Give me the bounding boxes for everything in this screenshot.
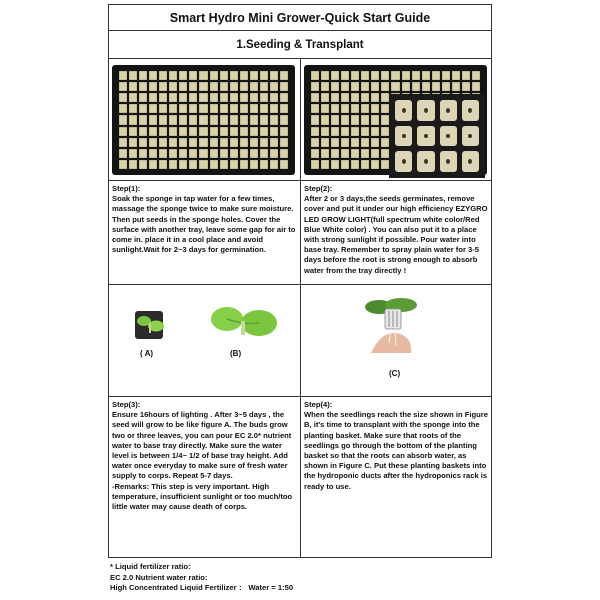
sponge-cell-closeup <box>395 126 412 147</box>
sponge-cell <box>149 149 157 158</box>
sponge-cell <box>169 71 177 80</box>
sponge-cell <box>220 160 228 169</box>
sponge-cell <box>462 82 470 91</box>
sponge-cell <box>391 82 399 91</box>
sponge-cell <box>280 149 288 158</box>
sponge-cell <box>412 82 420 91</box>
sponge-cell <box>270 160 278 169</box>
quick-start-guide <box>108 4 492 594</box>
sponge-cell <box>341 93 349 102</box>
sponge-cell <box>240 115 248 124</box>
step-3-text: Ensure 16hours of lighting . After 3~5 days , the seed will grow to be like figure A. The buds grow two or three leaves, you can pour EC 2.0* nutrient water to base tray directly. Make sure the water level is between 1/4~ 1/2 of base tray height. Add water once everyday to make sure of fresh water supply to corps. Repeat 5-7 days. <box>112 410 292 481</box>
sponge-cell <box>220 82 228 91</box>
sponge-cell <box>250 160 258 169</box>
sponge-cell <box>341 115 349 124</box>
sponge-cell <box>129 82 137 91</box>
step-4-label: Step(4): <box>304 400 333 409</box>
sponge-cell <box>331 115 339 124</box>
sponge-cell <box>159 138 167 147</box>
sponge-cell <box>341 104 349 113</box>
step-1-text: Soak the sponge in tap water for a few times, massage the sponge twice to make sure moisture. Then put seeds in the sponge holes. Cover the surface with another tray, leave some gap for air to come in. place it in a cool place and avoid sunlight.Wait for 2~3 days for germination. <box>112 194 296 255</box>
sponge-cell <box>280 138 288 147</box>
sponge-cell <box>240 138 248 147</box>
sponge-cell <box>129 160 137 169</box>
sponge-cell <box>321 93 329 102</box>
step-1 <box>109 181 300 284</box>
sponge-cell <box>260 71 268 80</box>
step-1-label: Step(1): <box>112 184 141 193</box>
sponge-cell <box>169 138 177 147</box>
sponge-cell <box>199 160 207 169</box>
sponge-cell <box>250 104 258 113</box>
sponge-cell <box>179 71 187 80</box>
sponge-cell <box>472 82 480 91</box>
sponge-cell <box>199 138 207 147</box>
sponge-cell-closeup <box>440 100 457 121</box>
sponge-cell <box>220 149 228 158</box>
sponge-cell <box>341 71 349 80</box>
sponge-cell <box>311 115 319 124</box>
sponge-cell <box>159 104 167 113</box>
sponge-cell <box>311 104 319 113</box>
sponge-cell <box>210 93 218 102</box>
sponge-cell <box>280 93 288 102</box>
sponge-cell <box>129 115 137 124</box>
sponge-cell <box>189 71 197 80</box>
sponge-cell <box>351 127 359 136</box>
sponge-cell <box>462 71 470 80</box>
sponge-cell <box>311 127 319 136</box>
seedling-figure-a <box>131 303 171 343</box>
sponge-cell <box>311 138 319 147</box>
sponge-cell <box>280 104 288 113</box>
sponge-cell <box>139 138 147 147</box>
sponge-cell <box>321 82 329 91</box>
sponge-cell <box>361 93 369 102</box>
sponge-cell <box>139 93 147 102</box>
sponge-cell <box>159 160 167 169</box>
sponge-cell <box>321 71 329 80</box>
sponge-cell <box>169 93 177 102</box>
sponge-cell <box>381 82 389 91</box>
sponge-cell <box>371 149 379 158</box>
sponge-cell <box>149 71 157 80</box>
sponge-cell <box>159 149 167 158</box>
sponge-cell <box>432 82 440 91</box>
sponge-cell <box>240 149 248 158</box>
sponge-cell <box>452 82 460 91</box>
sponge-cell <box>149 138 157 147</box>
sponge-cell <box>250 93 258 102</box>
sponge-cell <box>179 93 187 102</box>
sponge-cell <box>119 104 127 113</box>
figure-c-cell <box>300 285 491 396</box>
sponge-cell <box>179 160 187 169</box>
sponge-cell <box>149 160 157 169</box>
sponge-cell <box>129 127 137 136</box>
sponge-cell <box>270 82 278 91</box>
sponge-cell <box>230 138 238 147</box>
sponge-cell <box>210 138 218 147</box>
sponge-cell <box>199 104 207 113</box>
sponge-cell <box>199 71 207 80</box>
sponge-cell <box>169 82 177 91</box>
sponge-cell <box>402 71 410 80</box>
sponge-cell <box>210 71 218 80</box>
sponge-cell <box>361 104 369 113</box>
sponge-cell <box>210 160 218 169</box>
sponge-cell <box>199 82 207 91</box>
sponge-cell-closeup <box>395 100 412 121</box>
sponge-cell <box>129 93 137 102</box>
sponge-cell <box>361 127 369 136</box>
sponge-cell <box>129 104 137 113</box>
sponge-cell <box>341 149 349 158</box>
sponge-cell <box>129 71 137 80</box>
sponge-cell <box>371 115 379 124</box>
sponge-cell <box>119 82 127 91</box>
sponge-cell <box>260 115 268 124</box>
sponge-cell <box>189 149 197 158</box>
step-3 <box>109 397 300 557</box>
sponge-cell <box>250 71 258 80</box>
sponge-cell <box>119 115 127 124</box>
sponge-cell <box>159 93 167 102</box>
sponge-cell <box>119 71 127 80</box>
sponge-cell <box>260 127 268 136</box>
sponge-cell <box>189 115 197 124</box>
sponge-cell <box>189 93 197 102</box>
step-2-text: After 2 or 3 days,the seeds germinates, remove cover and put it under our high efficiency EZYGRO LED GROW LIGHT(full spectrum white color/Red Blue White color) . You can also put it to a place with strong sunlight if possible. Pour water into base tray. Remember to spray plain water for 3-5 days before the root is strong enough to absorb water from the tray directly ! <box>304 194 488 275</box>
guide-table <box>108 4 492 558</box>
sponge-cell <box>179 127 187 136</box>
sponge-cell <box>179 149 187 158</box>
sponge-cell <box>250 115 258 124</box>
sponge-cell <box>179 104 187 113</box>
sponge-cell <box>179 138 187 147</box>
sponge-cell <box>351 115 359 124</box>
sponge-cell <box>240 160 248 169</box>
sponge-cell-closeup <box>462 151 479 172</box>
sponge-cell <box>210 82 218 91</box>
sponge-cell <box>321 127 329 136</box>
sponge-cell <box>199 115 207 124</box>
sponge-cell <box>311 93 319 102</box>
sponge-cell <box>230 127 238 136</box>
sponge-cell <box>391 71 399 80</box>
sponge-cell <box>331 127 339 136</box>
sponge-cell-closeup <box>395 151 412 172</box>
sponge-cell <box>220 104 228 113</box>
sponge-cell <box>260 138 268 147</box>
sponge-cell <box>361 82 369 91</box>
sponge-cell <box>149 127 157 136</box>
sponge-cell <box>230 71 238 80</box>
sponge-cell-closeup <box>417 100 434 121</box>
sponge-cell <box>240 71 248 80</box>
sponge-cell <box>402 82 410 91</box>
sponge-cell <box>270 93 278 102</box>
sponge-cell <box>169 104 177 113</box>
sponge-cell <box>240 104 248 113</box>
sponge-cell <box>210 115 218 124</box>
sponge-cell-closeup <box>417 151 434 172</box>
seed-tray-photo-cell <box>109 59 300 180</box>
section-title: 1.Seeding & Transplant <box>109 31 491 59</box>
sponge-cell <box>250 82 258 91</box>
step-3-remark: -Remarks: This step is very important. High temperature, insufficient sunlight or too much/too little water may cause death of corps. <box>112 481 293 512</box>
seedling-in-basket-figure-c <box>341 293 451 359</box>
sponge-cell <box>230 93 238 102</box>
steps-1-2-row <box>109 181 491 285</box>
sponge-cell <box>270 138 278 147</box>
fertilizer-note-line-3: High Concentrated Liquid Fertilizer ： Water = 1:50 <box>110 583 294 592</box>
sponge-cell <box>220 115 228 124</box>
sponge-cell <box>442 82 450 91</box>
sponge-cell <box>169 115 177 124</box>
sponge-cell <box>341 160 349 169</box>
sponge-cell <box>311 82 319 91</box>
sponge-cell <box>351 104 359 113</box>
sponge-cell <box>129 138 137 147</box>
figure-c-label: (C) <box>389 369 401 378</box>
sponge-cell <box>412 71 420 80</box>
sponge-cell <box>472 71 480 80</box>
step-4-text: When the seedlings reach the size shown in Figure B, it's time to transplant with the sponge into the planting basket. Make sure that roots of the seedlings go through the bottom of the planting basket so that the roots can absorb water, as shown in Figure C. Put these planting baskets into the hydroponic ducts after the hydroponics rack is ready to use. <box>304 410 488 491</box>
sponge-cell <box>381 71 389 80</box>
page-title: Smart Hydro Mini Grower-Quick Start Guide <box>109 5 491 31</box>
sponge-cell <box>331 71 339 80</box>
sponge-cell <box>149 82 157 91</box>
sponge-cell <box>361 138 369 147</box>
sponge-cell <box>179 82 187 91</box>
sponge-cell <box>321 104 329 113</box>
sponge-cell <box>371 127 379 136</box>
sponge-cell <box>189 104 197 113</box>
sponge-cell <box>321 149 329 158</box>
sponge-cell <box>331 138 339 147</box>
sponge-cell <box>169 149 177 158</box>
sponge-cell <box>351 82 359 91</box>
figure-b-label: (B) <box>230 349 242 358</box>
sponge-cell <box>361 160 369 169</box>
sponge-cell <box>230 149 238 158</box>
sponge-cell <box>361 71 369 80</box>
sponge-cell <box>351 149 359 158</box>
sponge-cell <box>270 115 278 124</box>
sponge-cell <box>199 93 207 102</box>
seed-tray-photo <box>112 65 295 175</box>
sponge-cell <box>119 93 127 102</box>
sponge-cell <box>432 71 440 80</box>
plant-figures-row <box>109 285 491 397</box>
seed-tray-closeup-cell <box>300 59 491 180</box>
sponge-cell <box>210 149 218 158</box>
sponge-cell <box>139 82 147 91</box>
sponge-cell <box>341 127 349 136</box>
sponge-cell <box>250 138 258 147</box>
sponge-cell <box>220 127 228 136</box>
sponge-cell <box>199 127 207 136</box>
sponge-cell <box>250 127 258 136</box>
sponge-cell <box>179 115 187 124</box>
sponge-cell <box>331 93 339 102</box>
sponge-cell <box>119 149 127 158</box>
sponge-cell <box>139 149 147 158</box>
fertilizer-note-line-1: * Liquid fertilizer ratio: <box>110 562 191 571</box>
sponge-cell <box>260 104 268 113</box>
sponge-cell-closeup <box>417 126 434 147</box>
step-2-label: Step(2): <box>304 184 333 193</box>
sponge-cell <box>422 71 430 80</box>
sponge-cell-closeup <box>462 126 479 147</box>
sponge-cell <box>220 71 228 80</box>
sponge-cell <box>189 160 197 169</box>
sponge-cell <box>139 104 147 113</box>
fertilizer-note-line-2: EC 2.0 Nutrient water ratio: <box>110 572 208 582</box>
sponge-cell <box>280 160 288 169</box>
sponge-cell <box>210 104 218 113</box>
sponge-cell <box>169 127 177 136</box>
sponge-cell <box>119 127 127 136</box>
sponge-cell <box>230 104 238 113</box>
step-3-label: Step(3): <box>112 400 141 409</box>
sponge-cell <box>321 115 329 124</box>
sponge-cell <box>260 82 268 91</box>
sponge-cell <box>220 138 228 147</box>
sponge-cell <box>371 93 379 102</box>
sponge-cell <box>250 149 258 158</box>
sponge-cell <box>199 149 207 158</box>
sponge-cell-closeup <box>462 100 479 121</box>
sponge-cell <box>189 82 197 91</box>
sponge-cell <box>230 160 238 169</box>
sponge-cell <box>371 138 379 147</box>
sponge-cell <box>331 160 339 169</box>
sponge-cell <box>341 82 349 91</box>
sponge-cell <box>139 127 147 136</box>
sponge-cell <box>321 138 329 147</box>
sponge-cell <box>159 115 167 124</box>
sponge-cell <box>139 71 147 80</box>
sponge-cell-closeup <box>440 126 457 147</box>
sponge-cell <box>119 160 127 169</box>
sponge-cell <box>351 93 359 102</box>
fertilizer-notes <box>108 562 492 594</box>
sponge-cell <box>159 71 167 80</box>
sponge-cell <box>230 82 238 91</box>
sponge-cell <box>169 160 177 169</box>
steps-3-4-row <box>109 397 491 557</box>
sponge-cell <box>280 127 288 136</box>
sponge-cell <box>311 160 319 169</box>
sponge-cell <box>210 127 218 136</box>
sponge-cell <box>361 149 369 158</box>
sponge-cell <box>189 127 197 136</box>
sponge-cell <box>270 104 278 113</box>
sponge-cell <box>321 160 329 169</box>
sponge-cell <box>371 104 379 113</box>
figures-a-b-cell <box>109 285 300 396</box>
sponge-cell <box>189 138 197 147</box>
sponge-cell <box>149 93 157 102</box>
sponge-cell <box>260 160 268 169</box>
sponge-cell <box>270 127 278 136</box>
sponge-cell <box>351 138 359 147</box>
seedling-figure-b <box>205 299 285 343</box>
sponge-cell <box>280 82 288 91</box>
sponge-cell <box>260 149 268 158</box>
sponge-cell <box>331 149 339 158</box>
sponge-cell <box>351 160 359 169</box>
sponge-cell <box>260 93 268 102</box>
sponge-cell <box>351 71 359 80</box>
sponge-cell <box>240 127 248 136</box>
sponge-cell <box>311 71 319 80</box>
sponge-cell <box>129 149 137 158</box>
sponge-cell <box>371 82 379 91</box>
sponge-closeup-inset <box>389 94 485 178</box>
sponge-cell <box>119 138 127 147</box>
step-4 <box>300 397 491 557</box>
sponge-cell <box>341 138 349 147</box>
figure-a-label: ( A) <box>140 349 154 358</box>
sponge-cell <box>371 71 379 80</box>
sponge-cell <box>159 127 167 136</box>
sponge-cell <box>270 149 278 158</box>
sponge-cell-closeup <box>440 151 457 172</box>
sponge-cell <box>331 82 339 91</box>
step-2 <box>300 181 491 284</box>
sponge-cell <box>442 71 450 80</box>
sponge-cell <box>139 160 147 169</box>
sponge-cell <box>149 104 157 113</box>
sponge-cell <box>452 71 460 80</box>
sponge-cell <box>311 149 319 158</box>
seed-tray-photos-row <box>109 59 491 181</box>
sponge-cell <box>280 71 288 80</box>
sponge-cell <box>240 82 248 91</box>
sponge-cell <box>270 71 278 80</box>
sponge-cell <box>240 93 248 102</box>
sponge-cell <box>331 104 339 113</box>
sponge-cell <box>230 115 238 124</box>
sponge-cell <box>159 82 167 91</box>
sponge-cell <box>149 115 157 124</box>
sponge-cell <box>139 115 147 124</box>
sponge-cell <box>220 93 228 102</box>
sponge-cell <box>371 160 379 169</box>
sponge-cell <box>361 115 369 124</box>
sponge-cell <box>280 115 288 124</box>
sponge-cell <box>422 82 430 91</box>
